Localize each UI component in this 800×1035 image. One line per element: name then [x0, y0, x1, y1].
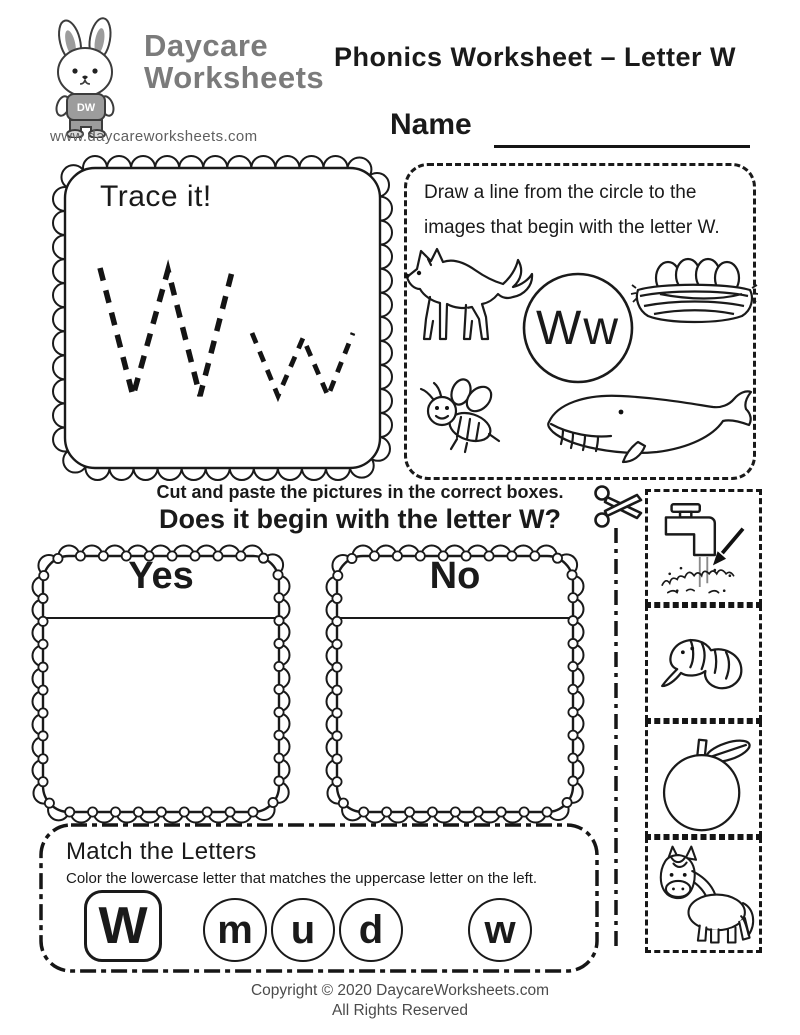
trace-heading: Trace it!: [100, 180, 212, 213]
footer-copyright: Copyright © 2020 DaycareWorksheets.com: [250, 982, 549, 999]
circle-letters-Ww: Ww: [536, 301, 620, 355]
lowercase-option-u[interactable]: u: [271, 898, 335, 962]
cut-card-water[interactable]: [645, 489, 762, 605]
brand-line1: Daycare: [144, 28, 269, 63]
yes-divider: [46, 617, 276, 619]
page-title: Phonics Worksheet – Letter W: [333, 42, 737, 72]
cut-card-worm[interactable]: [645, 605, 762, 721]
match-instruction: Color the lowercase letter that matches the uppercase letter on the left.: [66, 870, 538, 887]
cut-card-orange[interactable]: [645, 721, 762, 837]
sort-question: Does it begin with the letter W?: [158, 504, 561, 534]
footer-rights: All Rights Reserved: [331, 1002, 469, 1019]
logo-monogram: DW: [76, 102, 96, 114]
lowercase-option-m[interactable]: m: [203, 898, 267, 962]
vertical-cut-line: [606, 524, 626, 954]
uppercase-letter-tile: W: [84, 890, 162, 962]
lowercase-option-d[interactable]: d: [339, 898, 403, 962]
lowercase-option-w[interactable]: w: [468, 898, 532, 962]
website-url: www.daycareworksheets.com: [50, 128, 258, 145]
wolf-image: [402, 241, 536, 349]
name-input-line[interactable]: [494, 110, 750, 148]
no-divider: [340, 617, 570, 619]
no-label: No: [429, 555, 481, 597]
nest-with-eggs-image: [630, 250, 758, 338]
cut-paste-instruction: Cut and paste the pictures in the correct boxes.: [156, 482, 564, 502]
name-label: Name: [390, 108, 472, 141]
yes-label: Yes: [128, 555, 194, 597]
whale-image: [541, 382, 757, 468]
worm-image: [649, 609, 759, 718]
trace-letters-Ww[interactable]: [50, 153, 395, 483]
bee-image: [417, 377, 507, 457]
horse-image: [649, 841, 759, 950]
draw-instruction-line1: Draw a line from the circle to the: [424, 182, 697, 203]
orange-image: [649, 725, 759, 834]
draw-instruction-line2: images that begin with the letter W.: [424, 217, 720, 238]
brand-line2: Worksheets: [144, 59, 325, 95]
match-heading: Match the Letters: [66, 838, 257, 865]
bunny-mascot-logo: [36, 16, 140, 138]
cut-card-horse[interactable]: [645, 837, 762, 953]
water-faucet-image: [649, 493, 759, 602]
